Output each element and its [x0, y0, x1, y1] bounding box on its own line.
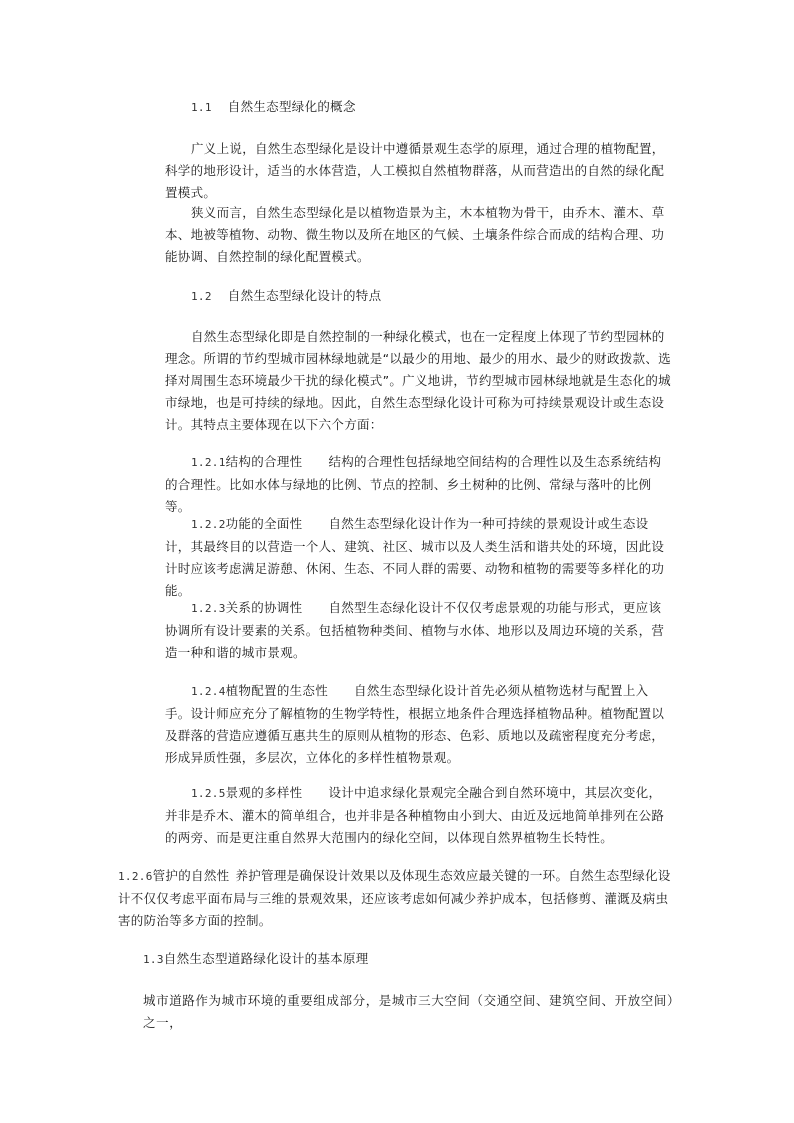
- item-title: 景观的多样性: [225, 785, 303, 800]
- item-title: 植物配置的生态性: [225, 683, 329, 698]
- item-text: 自然型生态绿化设计不仅仅考虑景观的功能与形式，更应该协调所有设计要素的关系。包括植物种类间、植物与水体、地形以及周边环境的关系，营造一种和谐的城市景观。: [165, 600, 665, 660]
- list-item-1-2-5: [165, 782, 673, 849]
- section-heading-1-2: [191, 285, 611, 308]
- section-number: 1.1: [191, 101, 212, 114]
- list-item-1-2-6: [118, 865, 676, 932]
- item-number: 1.2.2: [191, 518, 226, 531]
- item-number: 1.2.1: [191, 456, 226, 469]
- paragraph-broad-definition: 广义上说，自然生态型绿化是设计中遵循景观生态学的原理，通过合理的植物配置，科学的地形设计，适当的水体营造，人工模拟自然植物群落，从而营造出的自然的绿化配置模式。: [165, 141, 665, 200]
- section-title: 自然生态型绿化设计的特点: [227, 288, 382, 303]
- item-title: 关系的协调性: [225, 600, 303, 615]
- paragraph-narrow-definition: 狭义而言，自然生态型绿化是以植物造景为主，木本植物为骨干，由乔木、灌木、草本、地被等植物、动物、微生物以及所在地区的气候、土壤条件综合而成的结构合理、功能协调、自然控制的绿化配置模式。: [165, 205, 665, 264]
- item-text: 结构的合理性包括绿地空间结构的合理性以及生态系统结构的合理性。比如水体与绿地的比例、节点的控制、乡土树种的比例、常绿与落叶的比例等。: [165, 454, 662, 514]
- item-number: 1.2.5: [191, 787, 226, 800]
- section-title: 自然生态型道路绿化设计的基本原理: [163, 951, 369, 966]
- section-number: 1.3: [143, 953, 164, 966]
- section-heading-1-1: [191, 96, 611, 119]
- list-item-1-2-3: [165, 597, 673, 664]
- section-number: 1.2: [191, 290, 212, 303]
- item-number: 1.2.4: [191, 685, 226, 698]
- item-title: 管护的自然性: [152, 868, 230, 883]
- section-heading-1-3: [143, 948, 643, 971]
- item-number: 1.2.3: [191, 602, 226, 615]
- item-text: 设计中追求绿化景观完全融合到自然环境中，其层次变化，并非是乔木、灌木的简单组合，也并非是各种植物由小到大、由近及远地简单排列在公路的两旁、而是更注重自然界大范围内的绿化空间，以体现自然界植物生长特性。: [165, 785, 665, 845]
- item-number: 1.2.6: [118, 870, 153, 883]
- list-item-1-2-4: [165, 680, 673, 769]
- paragraph-road-greening: 城市道路作为城市环境的重要组成部分，是城市三大空间（交通空间、建筑空间、开放空间）之一，: [143, 993, 681, 1030]
- item-text: 自然生态型绿化设计作为一种可持续的景观设计或生态设计，其最终目的以营造一个人、建筑、社区、城市以及人类生活和谐共处的环境，因此设计时应该考虑满足游憩、休闲、生态、不同人群的需要、动物和植物的需要等多样化的功能。: [165, 516, 665, 598]
- paragraph-characteristics-intro: 自然生态型绿化即是自然控制的一种绿化模式，也在一定程度上体现了节约型园林的理念。所谓的节约型城市园林绿地就是“以最少的用地、最少的用水、最少的财政拨款、选择对周围生态环境最少干扰的绿化模式”。广义地讲，节约型城市园林绿地就是生态化的城市绿地，也是可持续的绿地。因此，自然生态型绿化设计可称为可持续景观设计或生态设计。其特点主要体现在以下六个方面：: [165, 329, 671, 432]
- item-text: 养护管理是确保设计效果以及体现生态效应最关键的一环。自然生态型绿化设计不仅仅考虑平面布局与三维的景观效果，还应该考虑如何减少养护成本，包括修剪、灌溉及病虫害的防治等多方面的控制。: [118, 868, 671, 928]
- item-title: 功能的全面性: [225, 516, 303, 531]
- list-item-1-2-2: [165, 513, 673, 602]
- list-item-1-2-1: [165, 451, 673, 518]
- section-title: 自然生态型绿化的概念: [227, 99, 356, 114]
- item-text: 自然生态型绿化设计首先必须从植物选材与配置上入手。设计师应充分了解植物的生物学特性，根据立地条件合理选择植物品种。植物配置以及群落的营造应遵循互惠共生的原则从植物的形态、色彩、质地以及疏密程度充分考虑，形成异质性强，多层次，立体化的多样性植物景观。: [165, 683, 665, 765]
- item-title: 结构的合理性: [225, 454, 303, 469]
